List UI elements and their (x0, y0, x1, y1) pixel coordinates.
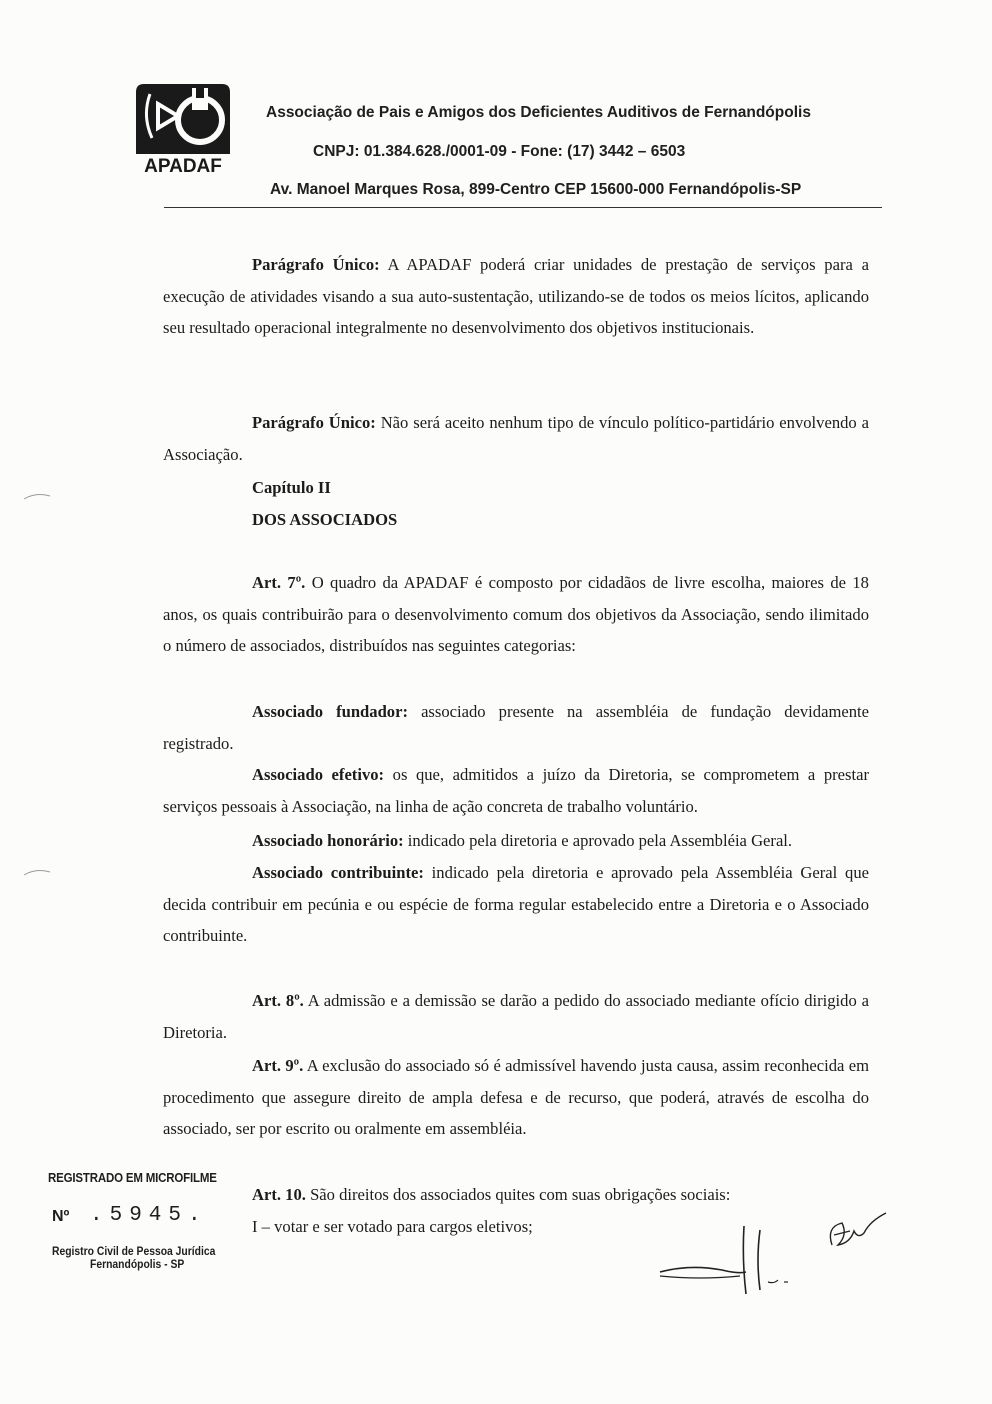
microfilm-stamp-title: REGISTRADO EM MICROFILME (48, 1171, 217, 1185)
category-label: Associado fundador: (252, 702, 408, 721)
article-label: Art. 8º. (252, 991, 304, 1010)
registry-office: Registro Civil de Pessoa Jurídica (52, 1246, 216, 1258)
article-label: Art. 9º. (252, 1056, 304, 1075)
header-address: Av. Manoel Marques Rosa, 899-Centro CEP 15600-000 Fernandópolis-SP (270, 181, 802, 198)
article-10 (252, 1179, 852, 1211)
category-label: Associado honorário: (252, 831, 404, 850)
signature-1 (650, 1220, 800, 1300)
category-fundador (163, 696, 869, 759)
apadaf-logo (130, 80, 236, 176)
category-text: indicado pela diretoria e aprovado pela Assembléia Geral. (403, 831, 793, 850)
article-text: São direitos dos associados quites com suas obrigações sociais: (305, 1185, 731, 1204)
header-organization: Associação de Pais e Amigos dos Deficientes Auditivos de Fernandópolis (266, 104, 811, 121)
category-text: associado presente na assembléia de fundação devidamente registrado. (163, 702, 869, 753)
article-label: Art. 7º. (252, 573, 306, 592)
paragraph-unico-2 (163, 407, 869, 470)
paragraph-unico-1 (163, 249, 869, 344)
category-text: os que, admitidos a juízo da Diretoria, se comprometem a prestar serviços pessoais à Associação, na linha de ação concreta de trabalho voluntário. (163, 765, 870, 816)
paragraph-text: A APADAF poderá criar unidades de prestação de serviços para a execução de atividades visando a sua auto-sustentação, utilizando-se de todos os meios lícitos, aplicando seu resultado operacional integralmente no desenvolvimento dos objetivos institucionais. (163, 255, 869, 337)
category-contribuinte (163, 857, 869, 952)
paragraph-label: Parágrafo Único: (252, 413, 376, 432)
article-8 (163, 985, 869, 1048)
paragraph-label: Parágrafo Único: (252, 255, 380, 274)
paragraph-text: Não será aceito nenhum tipo de vínculo político-partidário envolvendo a Associação. (163, 413, 869, 464)
signature-2 (820, 1205, 890, 1255)
article-text: A exclusão do associado só é admissível havendo justa causa, assim reconhecida em procedimento que assegure direito de ampla defesa e de recurso, que poderá, através de escolha do associado, ser por escrito ou oralmente em assembléia. (163, 1056, 869, 1138)
chapter-subtitle: DOS ASSOCIADOS (252, 510, 398, 529)
category-label: Associado contribuinte: (252, 863, 424, 882)
scan-mark (22, 866, 52, 878)
category-text: indicado pela diretoria e aprovado pela Assembléia Geral que decida contribuir em pecúnia e ou espécie de forma regular estabelecido entre a Diretoria e o Associado contribuinte. (163, 863, 870, 945)
category-honorario (163, 825, 869, 857)
article-text: A admissão e a demissão se darão a pedido do associado mediante ofício dirigido a Diretoria. (163, 991, 869, 1042)
article-text: O quadro da APADAF é composto por cidadãos de livre escolha, maiores de 18 anos, os quais contribuirão para o desenvolvimento comum dos objetivos da Associação, sendo ilimitado o número de associados, distribuídos nas seguintes categorias: (163, 573, 869, 655)
microfilm-number-label: Nº (52, 1208, 70, 1225)
microfilm-number: .5945. (90, 1204, 208, 1227)
scan-mark (22, 490, 52, 502)
article-9 (163, 1050, 869, 1145)
header-cnpj-phone: CNPJ: 01.384.628./0001-09 - Fone: (17) 3442 – 6503 (313, 143, 686, 160)
chapter-title: Capítulo II (252, 478, 331, 497)
category-efetivo (163, 759, 869, 822)
article-label: Art. 10. (252, 1185, 306, 1204)
header-divider (164, 207, 882, 208)
category-label: Associado efetivo: (252, 765, 385, 784)
article-7 (163, 567, 869, 662)
registry-city: Fernandópolis - SP (90, 1259, 185, 1271)
article-10-item-1: I – votar e ser votado para cargos eletivos; (252, 1217, 533, 1236)
logo-text: APADAF (144, 156, 222, 176)
